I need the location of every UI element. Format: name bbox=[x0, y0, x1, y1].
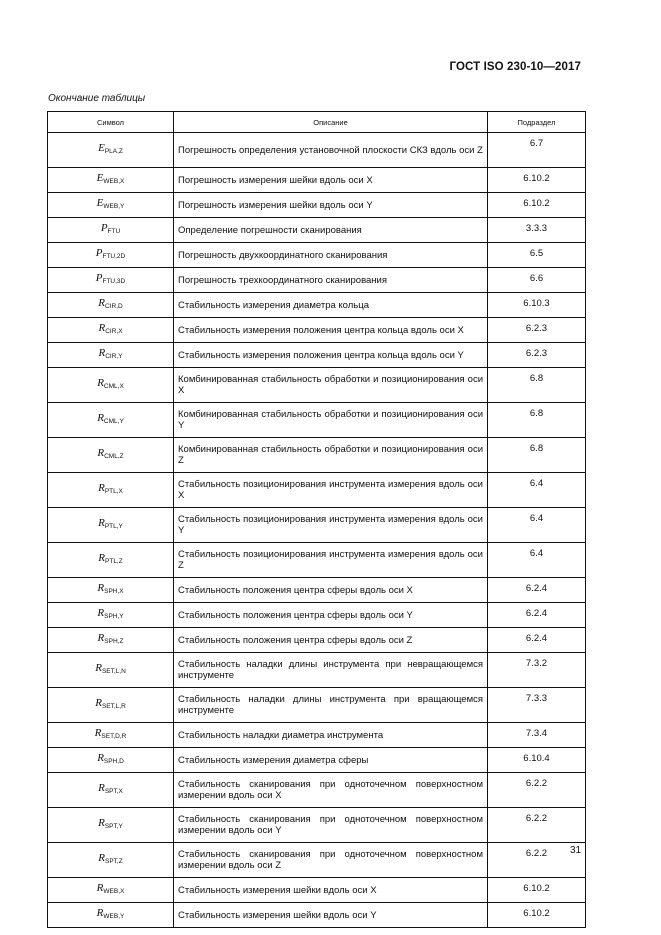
table-row bbox=[48, 218, 586, 243]
description-cell: Погрешность измерения шейки вдоль оси X bbox=[174, 168, 488, 193]
table-row bbox=[48, 243, 586, 268]
subsection-cell: 6.2.4 bbox=[488, 628, 586, 653]
table-row bbox=[48, 403, 586, 438]
description-cell: Стабильность положения центра сферы вдоль оси Y bbox=[174, 603, 488, 628]
subsection-cell: 6.6 bbox=[488, 268, 586, 293]
symbol-subscript: CML,X bbox=[103, 383, 124, 390]
symbol-main: R bbox=[94, 727, 102, 739]
subsection-cell: 6.10.2 bbox=[488, 168, 586, 193]
table-row bbox=[48, 168, 586, 193]
symbol-cell bbox=[48, 723, 174, 748]
description-cell: Стабильность позиционирования инструмента измерения вдоль оси X bbox=[174, 473, 488, 508]
subsection-cell: 6.10.2 bbox=[488, 903, 586, 928]
description-cell: Стабильность сканирования при одноточечном поверхностном измерении вдоль оси Y bbox=[174, 808, 488, 843]
subsection-cell: 7.3.3 bbox=[488, 688, 586, 723]
subsection-cell: 6.2.4 bbox=[488, 578, 586, 603]
symbol-cell bbox=[48, 318, 174, 343]
symbol-cell bbox=[48, 168, 174, 193]
symbol-subscript: SPH,Z bbox=[104, 638, 124, 645]
symbol-subscript: PLA,Z bbox=[104, 148, 123, 155]
symbol-main: R bbox=[95, 697, 102, 709]
symbol-subscript: FTU,2D bbox=[102, 253, 126, 260]
description-cell: Комбинированная стабильность обработки и позиционирования оси X bbox=[174, 368, 488, 403]
description-cell: Стабильность наладки длины инструмента при вращающемся инструменте bbox=[174, 688, 488, 723]
subsection-cell: 3.3.3 bbox=[488, 218, 586, 243]
symbol-cell bbox=[48, 293, 174, 318]
description-cell: Стабильность положения центра сферы вдоль оси Z bbox=[174, 628, 488, 653]
table-row bbox=[48, 343, 586, 368]
table-row bbox=[48, 368, 586, 403]
description-cell: Стабильность наладки длины инструмента при невращающемся инструменте bbox=[174, 653, 488, 688]
table-row bbox=[48, 133, 586, 168]
symbol-subscript: PTL,Y bbox=[104, 523, 123, 530]
subsection-cell: 6.4 bbox=[488, 473, 586, 508]
column-header-subsection: Подраздел bbox=[488, 112, 586, 133]
table-row bbox=[48, 903, 586, 928]
symbol-main: R bbox=[97, 632, 105, 644]
symbol-cell bbox=[48, 343, 174, 368]
symbol-main: R bbox=[97, 607, 105, 619]
symbol-main: E bbox=[96, 197, 104, 209]
table-row bbox=[48, 603, 586, 628]
symbol-cell bbox=[48, 133, 174, 168]
table-row bbox=[48, 723, 586, 748]
table-caption: Окончание таблицы bbox=[48, 93, 146, 104]
symbol-subscript: PTL,X bbox=[104, 488, 123, 495]
subsection-cell: 6.8 bbox=[488, 403, 586, 438]
symbol-main: R bbox=[98, 347, 106, 359]
subsection-cell: 6.4 bbox=[488, 543, 586, 578]
symbol-main: E bbox=[98, 142, 105, 154]
symbol-main: R bbox=[98, 852, 106, 864]
table-row bbox=[48, 653, 586, 688]
table-row bbox=[48, 293, 586, 318]
symbol-subscript: SPT,Y bbox=[104, 823, 123, 830]
table-row bbox=[48, 318, 586, 343]
table-row bbox=[48, 473, 586, 508]
symbols-table bbox=[47, 111, 586, 928]
symbol-cell bbox=[48, 438, 174, 473]
symbol-main: R bbox=[98, 817, 105, 829]
symbol-subscript: SPH,X bbox=[104, 588, 124, 595]
symbol-main: R bbox=[98, 482, 105, 494]
subsection-cell: 6.5 bbox=[488, 243, 586, 268]
description-cell: Стабильность измерения диаметра кольца bbox=[174, 293, 488, 318]
symbol-cell bbox=[48, 878, 174, 903]
description-cell: Стабильность положения центра сферы вдоль оси X bbox=[174, 578, 488, 603]
subsection-cell: 7.3.4 bbox=[488, 723, 586, 748]
symbol-cell bbox=[48, 268, 174, 293]
description-cell: Стабильность сканирования при одноточечном поверхностном измерении вдоль оси Z bbox=[174, 843, 488, 878]
symbol-main: R bbox=[97, 447, 105, 459]
subsection-cell: 6.4 bbox=[488, 508, 586, 543]
subsection-cell: 6.8 bbox=[488, 438, 586, 473]
symbol-main: R bbox=[96, 907, 104, 919]
symbol-cell bbox=[48, 543, 174, 578]
description-cell: Стабильность измерения шейки вдоль оси Y bbox=[174, 903, 488, 928]
symbol-main: P bbox=[100, 222, 108, 234]
subsection-cell: 6.2.4 bbox=[488, 603, 586, 628]
symbol-cell bbox=[48, 603, 174, 628]
symbol-cell bbox=[48, 808, 174, 843]
table-row bbox=[48, 773, 586, 808]
symbol-subscript: SET,L,R bbox=[101, 703, 126, 710]
symbol-subscript: CIR,D bbox=[105, 303, 123, 310]
symbol-cell bbox=[48, 773, 174, 808]
symbol-cell bbox=[48, 748, 174, 773]
symbol-subscript: FTU,3D bbox=[102, 278, 126, 285]
page-number: 31 bbox=[570, 845, 582, 856]
description-cell: Комбинированная стабильность обработки и позиционирования оси Z bbox=[174, 438, 488, 473]
symbol-subscript: CIR,X bbox=[105, 328, 123, 335]
symbol-main: R bbox=[95, 662, 102, 674]
symbol-subscript: CIR,Y bbox=[105, 353, 123, 360]
symbol-cell bbox=[48, 243, 174, 268]
symbol-main: P bbox=[95, 272, 103, 284]
table-row bbox=[48, 808, 586, 843]
table-row bbox=[48, 268, 586, 293]
table-row bbox=[48, 193, 586, 218]
table-row bbox=[48, 688, 586, 723]
description-cell: Погрешность определения установочной плоскости СКЗ вдоль оси Z bbox=[174, 133, 488, 168]
symbol-cell bbox=[48, 578, 174, 603]
column-header-description: Описание bbox=[174, 112, 488, 133]
symbol-subscript: SPT,Z bbox=[105, 858, 123, 865]
symbol-subscript: FTU bbox=[107, 228, 121, 235]
symbol-subscript: CML,Z bbox=[104, 453, 124, 460]
table-body bbox=[48, 133, 586, 928]
symbol-main: R bbox=[98, 782, 105, 794]
symbol-subscript: SET,L,N bbox=[101, 668, 126, 675]
symbol-main: R bbox=[97, 377, 104, 389]
symbol-cell bbox=[48, 368, 174, 403]
symbol-main: R bbox=[97, 752, 104, 764]
symbol-subscript: SPT,X bbox=[104, 788, 123, 795]
description-cell: Стабильность измерения положения центра кольца вдоль оси X bbox=[174, 318, 488, 343]
table-row bbox=[48, 578, 586, 603]
symbol-cell bbox=[48, 403, 174, 438]
symbol-main: R bbox=[98, 552, 106, 564]
symbol-subscript: CML,Y bbox=[103, 418, 124, 425]
symbol-cell bbox=[48, 218, 174, 243]
table-header-row bbox=[48, 112, 586, 133]
description-cell: Стабильность измерения диаметра сферы bbox=[174, 748, 488, 773]
description-cell: Стабильность позиционирования инструмента измерения вдоль оси Z bbox=[174, 543, 488, 578]
symbol-subscript: WEB,Y bbox=[103, 203, 125, 210]
description-cell: Погрешность трехкоординатного сканирования bbox=[174, 268, 488, 293]
symbol-cell bbox=[48, 628, 174, 653]
symbol-subscript: WEB,X bbox=[103, 178, 125, 185]
subsection-cell: 6.10.4 bbox=[488, 748, 586, 773]
subsection-cell: 6.8 bbox=[488, 368, 586, 403]
symbol-main: P bbox=[95, 247, 103, 259]
table-row bbox=[48, 843, 586, 878]
symbol-cell bbox=[48, 508, 174, 543]
table-row bbox=[48, 543, 586, 578]
subsection-cell: 6.7 bbox=[488, 133, 586, 168]
description-cell: Стабильность позиционирования инструмента измерения вдоль оси Y bbox=[174, 508, 488, 543]
symbol-main: R bbox=[98, 322, 106, 334]
symbol-subscript: WEB,X bbox=[103, 888, 125, 895]
symbol-subscript: SET,D,R bbox=[101, 733, 127, 740]
symbol-main: R bbox=[98, 517, 105, 529]
symbol-main: R bbox=[98, 297, 106, 309]
document-header: ГОСТ ISO 230-10—2017 bbox=[449, 61, 581, 73]
symbol-subscript: PTL,Z bbox=[105, 558, 123, 565]
subsection-cell: 6.10.2 bbox=[488, 878, 586, 903]
subsection-cell: 6.2.2 bbox=[488, 843, 586, 878]
description-cell: Определение погрешности сканирования bbox=[174, 218, 488, 243]
symbol-main: R bbox=[97, 412, 104, 424]
subsection-cell: 6.2.3 bbox=[488, 343, 586, 368]
subsection-cell: 7.3.2 bbox=[488, 653, 586, 688]
description-cell: Стабильность измерения положения центра кольца вдоль оси Y bbox=[174, 343, 488, 368]
description-cell: Стабильность измерения шейки вдоль оси X bbox=[174, 878, 488, 903]
subsection-cell: 6.2.3 bbox=[488, 318, 586, 343]
table-row bbox=[48, 508, 586, 543]
table-row bbox=[48, 628, 586, 653]
description-cell: Стабильность сканирования при одноточечном поверхностном измерении вдоль оси X bbox=[174, 773, 488, 808]
symbol-cell bbox=[48, 193, 174, 218]
symbol-cell bbox=[48, 688, 174, 723]
symbol-subscript: SPH,D bbox=[103, 758, 124, 765]
subsection-cell: 6.2.2 bbox=[488, 773, 586, 808]
symbol-cell bbox=[48, 903, 174, 928]
table-row bbox=[48, 748, 586, 773]
symbol-main: R bbox=[97, 582, 105, 594]
subsection-cell: 6.10.3 bbox=[488, 293, 586, 318]
symbol-subscript: SPH,Y bbox=[104, 613, 124, 620]
symbol-cell bbox=[48, 653, 174, 688]
symbol-cell bbox=[48, 473, 174, 508]
symbol-cell bbox=[48, 843, 174, 878]
description-cell: Погрешность двухкоординатного сканирования bbox=[174, 243, 488, 268]
symbol-subscript: WEB,Y bbox=[103, 913, 125, 920]
table-row bbox=[48, 878, 586, 903]
column-header-symbol: Символ bbox=[48, 112, 174, 133]
description-cell: Комбинированная стабильность обработки и позиционирования оси Y bbox=[174, 403, 488, 438]
table-row bbox=[48, 438, 586, 473]
description-cell: Стабильность наладки диаметра инструмента bbox=[174, 723, 488, 748]
symbol-main: E bbox=[96, 172, 104, 184]
symbol-main: R bbox=[96, 882, 104, 894]
subsection-cell: 6.10.2 bbox=[488, 193, 586, 218]
description-cell: Погрешность измерения шейки вдоль оси Y bbox=[174, 193, 488, 218]
subsection-cell: 6.2.2 bbox=[488, 808, 586, 843]
